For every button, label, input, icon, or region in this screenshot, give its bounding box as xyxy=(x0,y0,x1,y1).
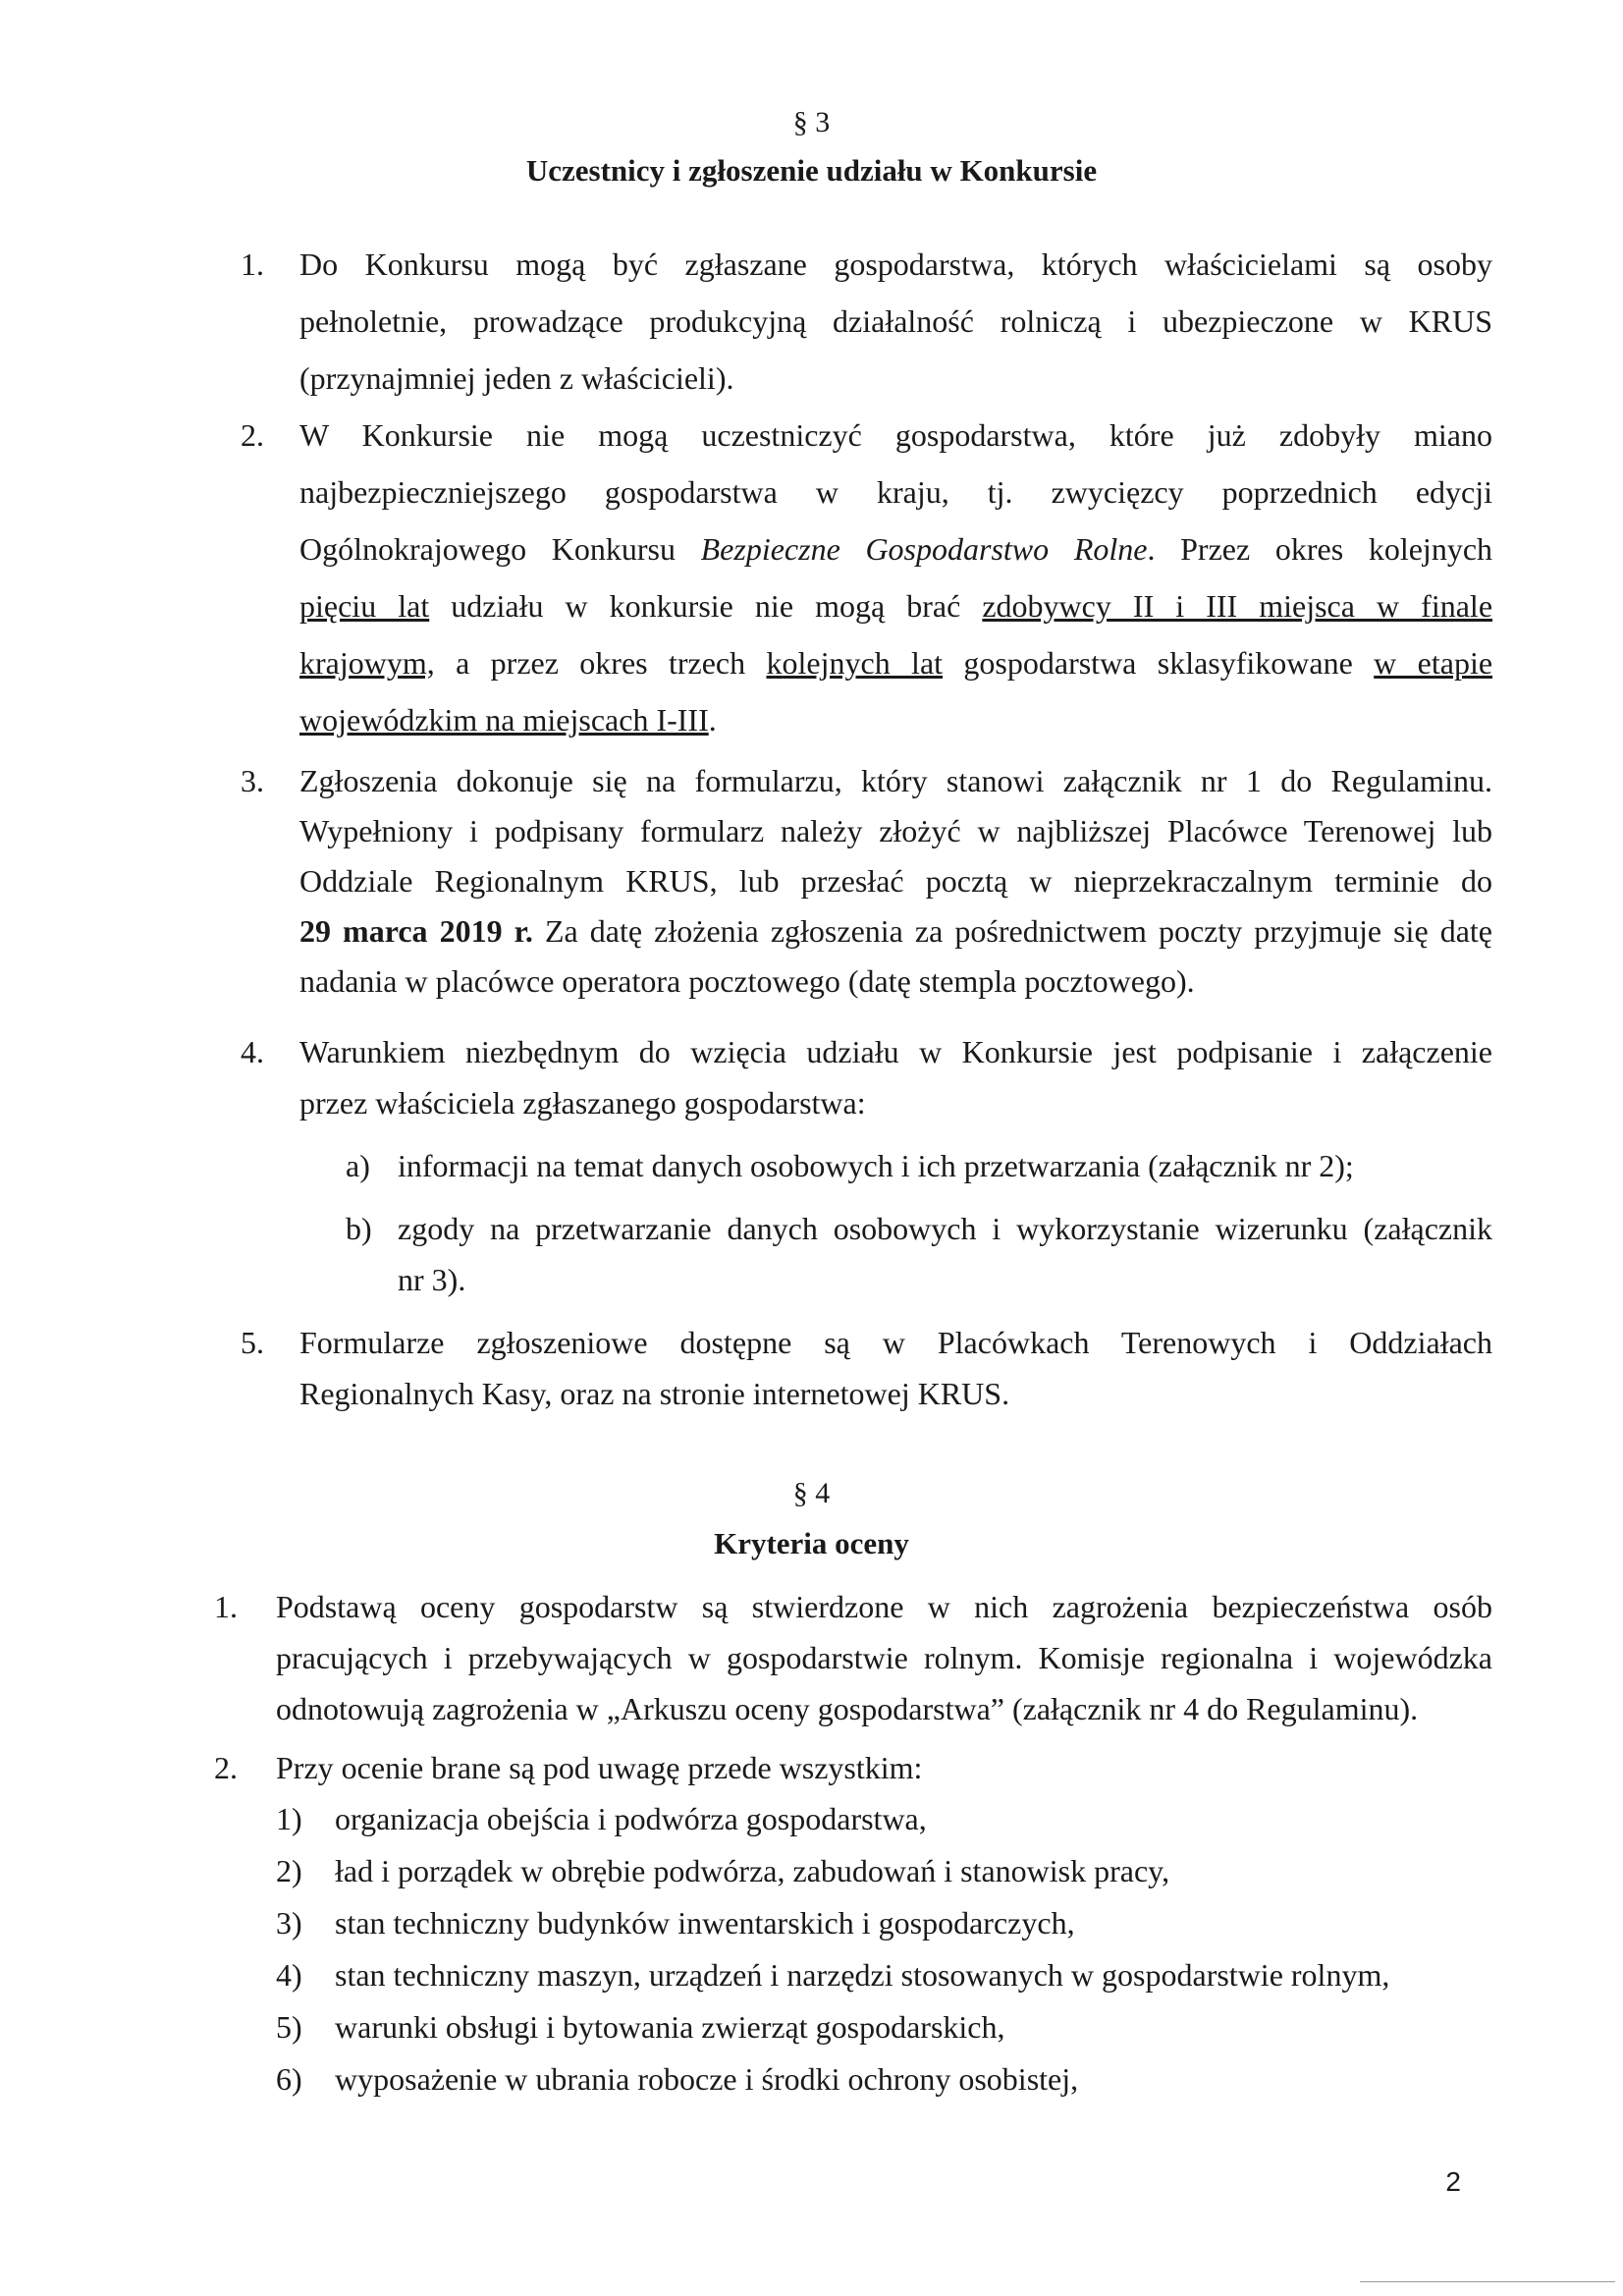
item-number: 5. xyxy=(241,1325,264,1360)
item-text xyxy=(299,1317,1492,1419)
text-line: informacji na temat danych osobowych i ich przetwarzania (załącznik nr 2); xyxy=(398,1148,1354,1183)
section-symbol: § 3 xyxy=(792,106,831,138)
item-number: 1. xyxy=(241,246,264,282)
text-line: (przynajmniej jeden z właścicieli). xyxy=(299,360,734,396)
section-4-header xyxy=(0,1475,1623,1563)
item-text xyxy=(299,756,1492,1007)
sub-item-text xyxy=(398,1203,1492,1305)
text-line: pięciu lat udziału w konkursie nie mogą brać zdobywcy II i III miejsca w finale xyxy=(299,588,1493,624)
list-item-text: wyposażenie w ubrania robocze i środki ochrony osobistej, xyxy=(335,2061,1079,2097)
text-line: pracujących i przebywających w gospodarstwie rolnym. Komisje regionalna i wojewódzka xyxy=(276,1640,1492,1675)
text-line: Oddziale Regionalnym KRUS, lub przesłać pocztą w nieprzekraczalnym terminie do xyxy=(299,863,1492,899)
criteria-list xyxy=(276,1793,1492,2105)
list-item-text: organizacja obejścia i podwórza gospodarstwa, xyxy=(335,1801,927,1836)
text-line: odnotowują zagrożenia w „Arkuszu oceny gospodarstwa” (załącznik nr 4 do Regulaminu). xyxy=(276,1691,1419,1726)
list-item xyxy=(214,1742,1492,1793)
list-item xyxy=(241,1317,1492,1419)
list-item-label: 1) xyxy=(276,1801,302,1836)
sub-item-label: a) xyxy=(346,1148,370,1183)
section-title: Uczestnicy i zgłoszenie udziału w Konkursie xyxy=(525,153,1098,188)
text-line: nadania w placówce operatora pocztowego (datę stempla pocztowego). xyxy=(299,963,1195,999)
list-item xyxy=(276,1793,1492,1845)
list-item xyxy=(276,1949,1492,2001)
text-line: W Konkursie nie mogą uczestniczyć gospodarstwa, które już zdobyły miano xyxy=(299,417,1492,453)
text-line: zgody na przetwarzanie danych osobowych i wykorzystanie wizerunku (załącznik xyxy=(398,1211,1492,1246)
text-line: Do Konkursu mogą być zgłaszane gospodarstwa, których właścicielami są osoby xyxy=(299,246,1492,282)
sub-list-item xyxy=(346,1203,1492,1305)
list-item xyxy=(241,407,1492,748)
footer-rule xyxy=(1360,2281,1615,2282)
item-number: 4. xyxy=(241,1034,264,1069)
item-number: 2. xyxy=(214,1750,238,1785)
section-3-header xyxy=(0,104,1623,191)
text-line: Regionalnych Kasy, oraz na stronie internetowej KRUS. xyxy=(299,1376,1010,1411)
section-title: Kryteria oceny xyxy=(714,1526,909,1560)
item-text xyxy=(276,1742,1492,1793)
item-number: 3. xyxy=(241,763,264,798)
text-line: 29 marca 2019 r. Za datę złożenia zgłoszenia za pośrednictwem poczty przyjmuje się datę xyxy=(299,913,1493,949)
text-line: krajowym, a przez okres trzech kolejnych lat gospodarstwa sklasyfikowane w etapie xyxy=(299,645,1493,681)
list-item-label: 5) xyxy=(276,2009,302,2045)
text-line: nr 3). xyxy=(398,1262,466,1297)
list-item xyxy=(241,756,1492,1007)
item-text xyxy=(299,407,1492,748)
list-item-label: 6) xyxy=(276,2061,302,2097)
text-line: wojewódzkim na miejscach I-III. xyxy=(299,702,717,738)
text-line: Przy ocenie brane są pod uwagę przede wszystkim: xyxy=(276,1750,923,1785)
list-item xyxy=(241,236,1492,407)
list-item-text: warunki obsługi i bytowania zwierząt gospodarskich, xyxy=(335,2009,1005,2045)
text-line: Podstawą oceny gospodarstw są stwierdzone w nich zagrożenia bezpieczeństwa osób xyxy=(276,1589,1492,1624)
list-item xyxy=(214,1581,1492,1734)
sub-item-label: b) xyxy=(346,1211,372,1246)
list-item xyxy=(276,1845,1492,1897)
list-item-label: 4) xyxy=(276,1957,302,1993)
list-item-text: stan techniczny budynków inwentarskich i gospodarczych, xyxy=(335,1905,1075,1941)
text-line: Ogólnokrajowego Konkursu Bezpieczne Gospodarstwo Rolne. Przez okres kolejnych xyxy=(299,531,1493,567)
section-symbol: § 4 xyxy=(792,1477,831,1509)
item-text xyxy=(299,1026,1492,1128)
list-item xyxy=(276,2001,1492,2053)
list-item-label: 3) xyxy=(276,1905,302,1941)
list-item-text: ład i porządek w obrębie podwórza, zabudowań i stanowisk pracy, xyxy=(335,1853,1170,1888)
page-number: 2 xyxy=(1445,2166,1461,2197)
list-item xyxy=(241,1026,1492,1128)
text-line: Formularze zgłoszeniowe dostępne są w Placówkach Terenowych i Oddziałach xyxy=(299,1325,1492,1360)
item-number: 2. xyxy=(241,417,264,453)
list-item-text: stan techniczny maszyn, urządzeń i narzędzi stosowanych w gospodarstwie rolnym, xyxy=(335,1957,1390,1993)
list-item xyxy=(276,1897,1492,1949)
text-line: przez właściciela zgłaszanego gospodarstwa: xyxy=(299,1085,866,1121)
list-item xyxy=(276,2053,1492,2105)
item-number: 1. xyxy=(214,1589,238,1624)
text-line: Zgłoszenia dokonuje się na formularzu, który stanowi załącznik nr 1 do Regulaminu. xyxy=(299,763,1492,798)
text-line: Wypełniony i podpisany formularz należy złożyć w najbliższej Placówce Terenowej lub xyxy=(299,813,1492,848)
text-line: najbezpieczniejszego gospodarstwa w kraju, tj. zwycięzcy poprzednich edycji xyxy=(299,474,1492,510)
item-text xyxy=(299,236,1492,407)
sub-item-text xyxy=(398,1140,1492,1191)
sub-list-item xyxy=(346,1140,1492,1191)
text-line: pełnoletnie, prowadzące produkcyjną działalność rolniczą i ubezpieczone w KRUS xyxy=(299,303,1492,339)
text-line: Warunkiem niezbędnym do wzięcia udziału w Konkursie jest podpisanie i załączenie xyxy=(299,1034,1492,1069)
item-text xyxy=(276,1581,1492,1734)
list-item-label: 2) xyxy=(276,1853,302,1888)
